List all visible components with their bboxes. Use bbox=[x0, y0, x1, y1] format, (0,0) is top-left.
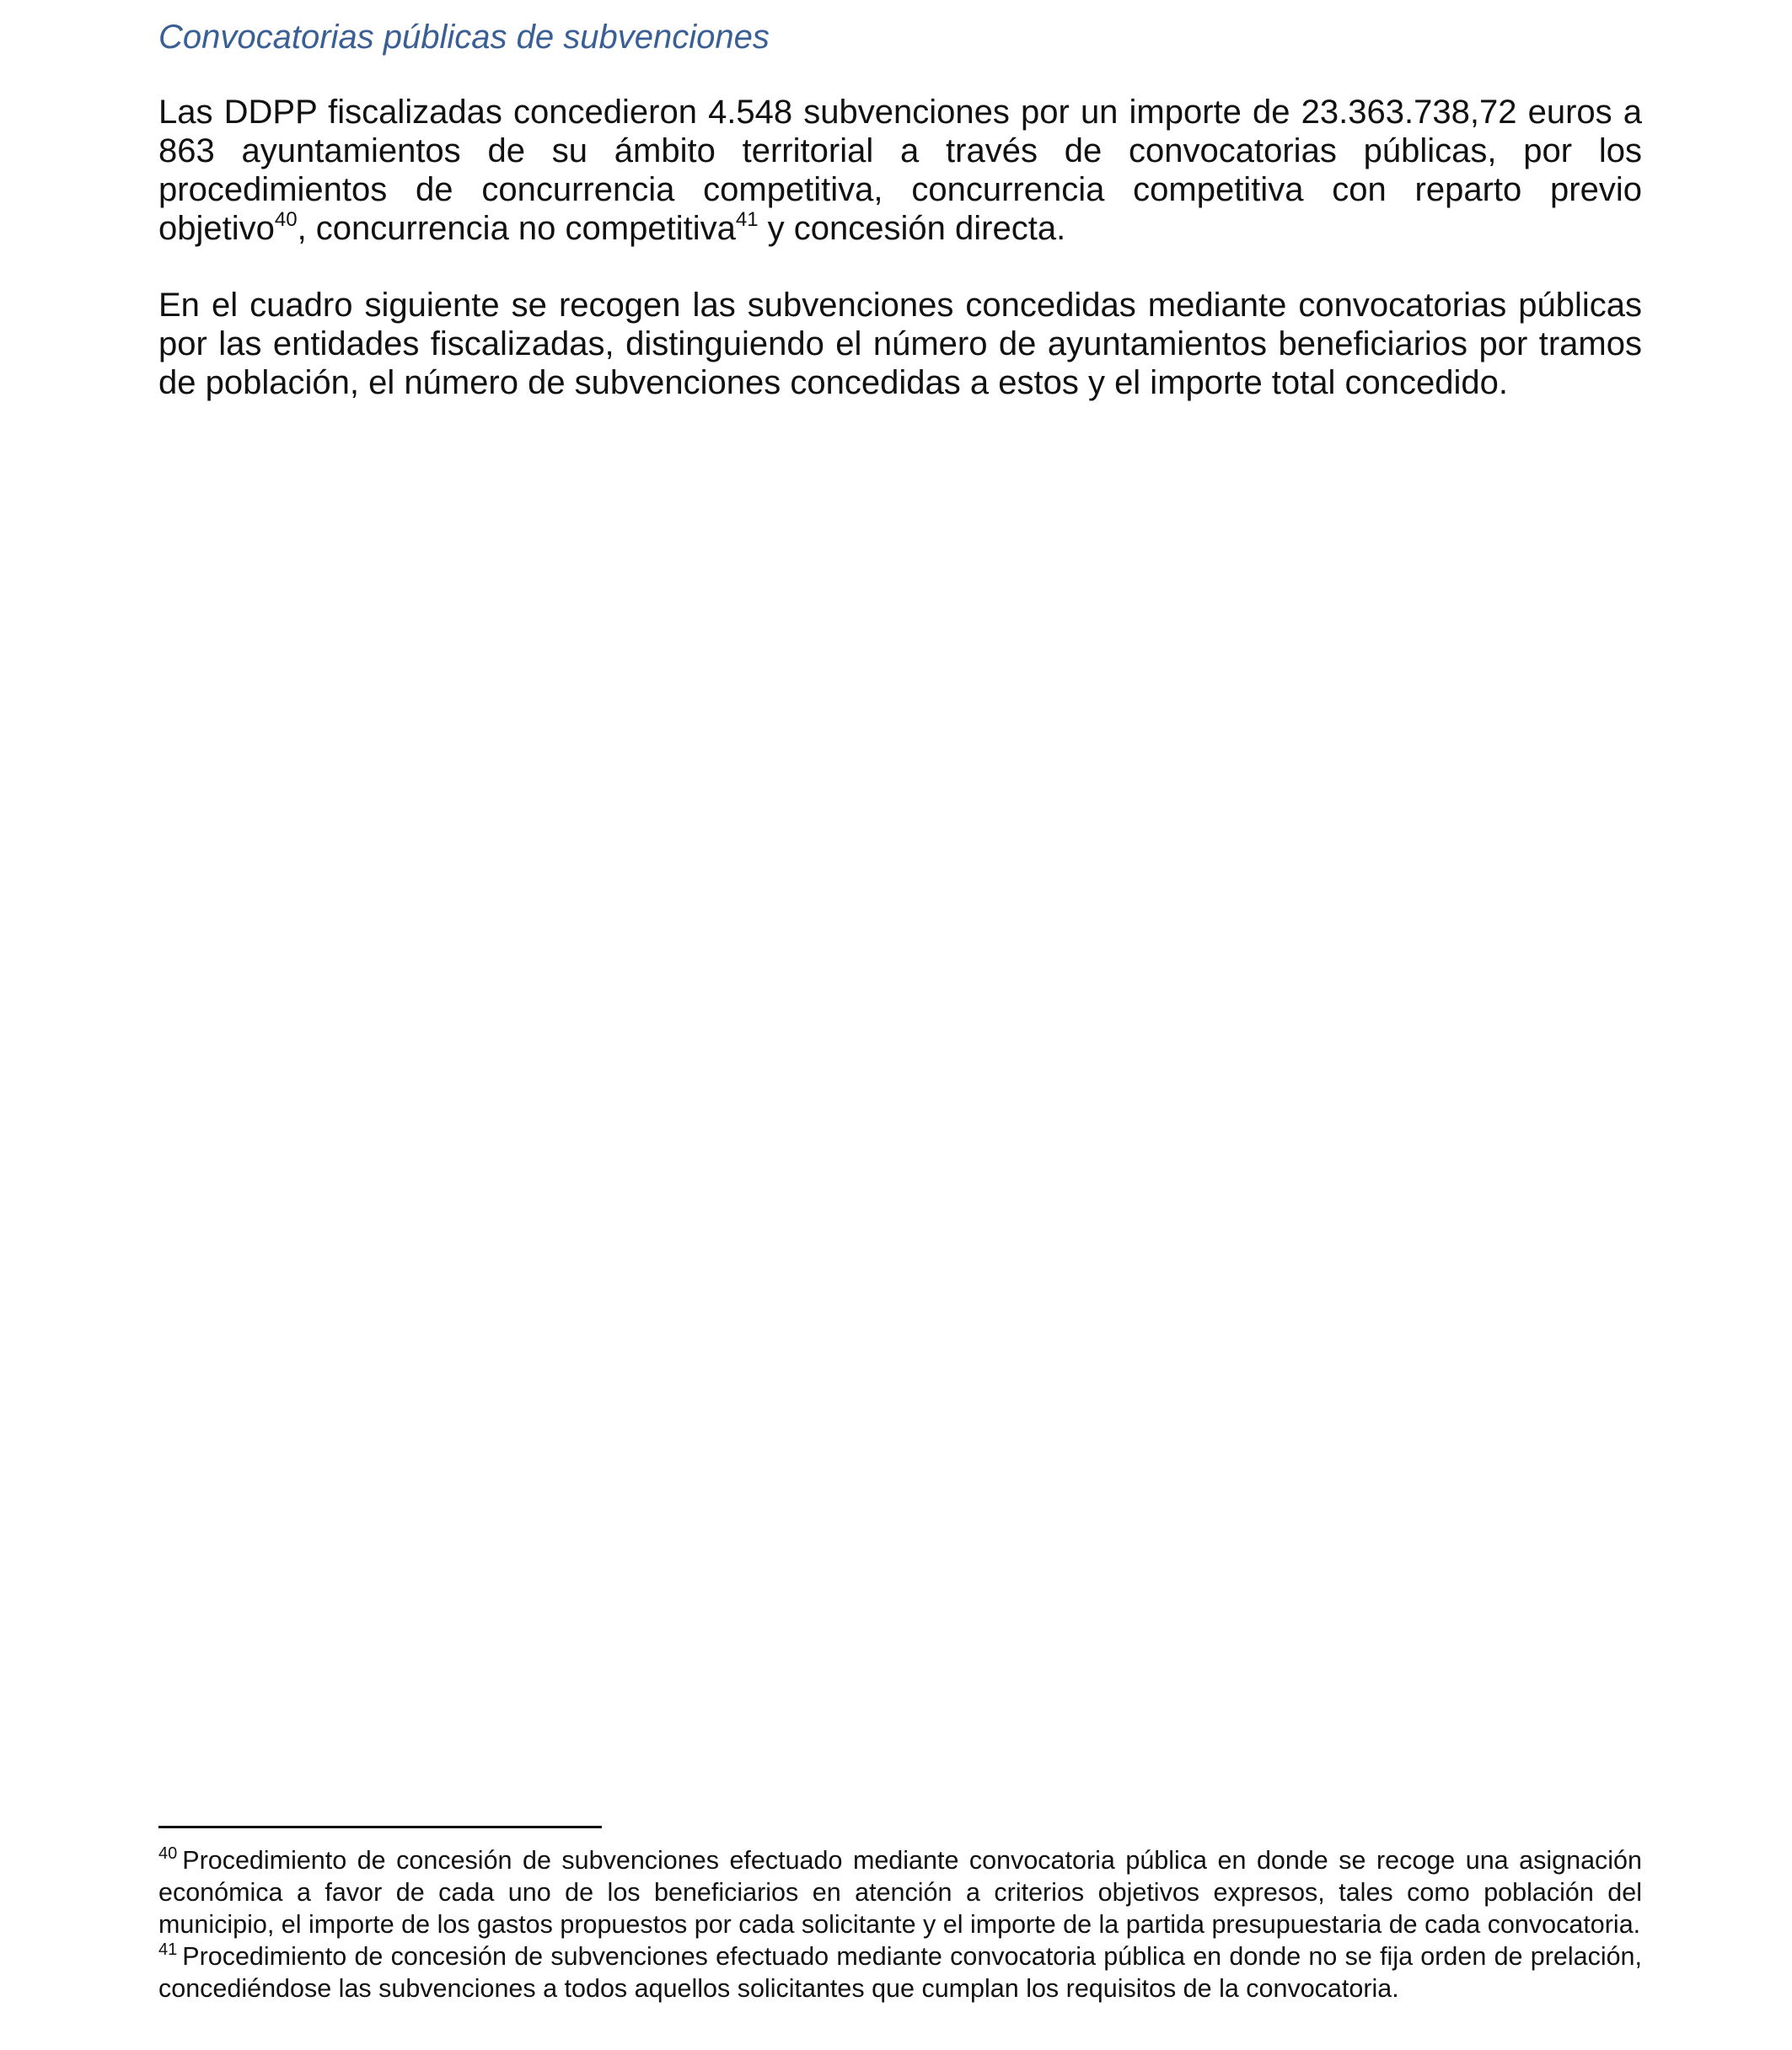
body-paragraph-2: En el cuadro siguiente se recogen las subvenciones concedidas mediante convocatorias públicas por las entidades fiscalizadas, distinguiendo el número de ayuntamientos beneficiarios por tramos de población, el número de subvenciones concedidas a estos y el importe total concedido. bbox=[158, 287, 1642, 401]
footnote-number: 41 bbox=[158, 1940, 178, 1959]
footnote-separator bbox=[158, 1826, 602, 1828]
footnote-number: 40 bbox=[158, 1844, 178, 1863]
paragraph-1-text-c: y concesión directa. bbox=[758, 210, 1066, 247]
footnote-40 bbox=[158, 1844, 1642, 1940]
section-heading: Convocatorias públicas de subvenciones bbox=[158, 19, 770, 56]
footnote-41 bbox=[158, 1940, 1642, 2004]
footnote-ref-40[interactable]: 40 bbox=[274, 208, 298, 231]
footnotes bbox=[158, 1844, 1642, 2004]
body-paragraph-1 bbox=[158, 93, 1642, 248]
footnote-ref-41[interactable]: 41 bbox=[735, 208, 759, 231]
paragraph-1-text-b: , concurrencia no competitiva bbox=[297, 210, 736, 247]
paragraph-1-text-a: Las DDPP fiscalizadas concedieron 4.548 subvenciones por un importe de 23.363.738,72 euros a 863 ayuntamientos de su ámbito territorial a través de convocatorias públicas, por los procedimientos de concurrencia competitiva, concurrencia competitiva con reparto previo objetivo bbox=[158, 94, 1642, 247]
footnote-text: Procedimiento de concesión de subvenciones efectuado mediante convocatoria pública en donde se recoge una asignación económica a favor de cada uno de los beneficiarios en atención a criterios objetivos expresos, tales como población del municipio, el importe de los gastos propuestos por cada solicitante y el importe de la partida presupuestaria de cada convocatoria. bbox=[158, 1846, 1642, 1939]
footnote-text: Procedimiento de concesión de subvenciones efectuado mediante convocatoria pública en donde no se fija orden de prelación, concediéndose las subvenciones a todos aquellos solicitantes que cumplan los requisitos de la convocatoria. bbox=[158, 1942, 1642, 2003]
